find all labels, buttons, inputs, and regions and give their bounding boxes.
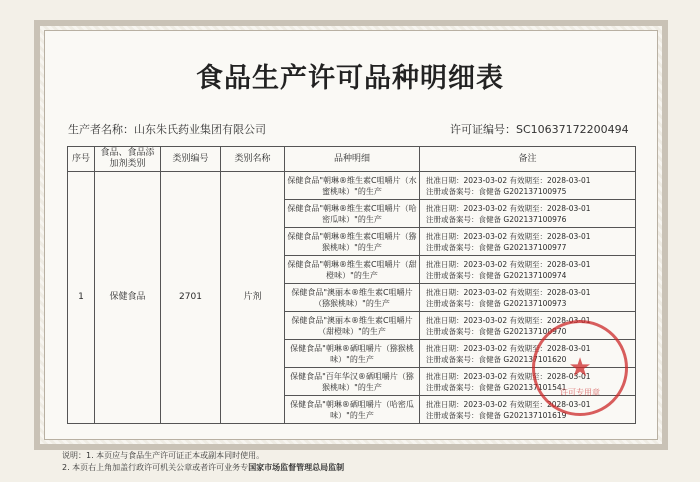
registration-number: 注册或备案号：食健备 G202137100974	[426, 270, 567, 280]
note-cell	[420, 256, 636, 284]
header-category-code: 类别编号	[161, 147, 221, 172]
category-cell: 保健食品	[95, 172, 161, 424]
license-label: 许可证编号：	[450, 123, 516, 136]
license-number: SC10637172200494	[516, 123, 629, 136]
note-cell	[420, 172, 636, 200]
header-category: 食品、食品添加剂类别	[95, 147, 161, 172]
registration-number: 注册或备案号：食健备 G202137100970	[426, 326, 567, 336]
note-cell	[420, 228, 636, 256]
header-category-name: 类别名称	[221, 147, 285, 172]
registration-number: 注册或备案号：食健备 G202137101620	[426, 354, 567, 364]
variety-cell: 保健食品"朝琳®维生素C咀嚼片（水蜜桃味）"的生产	[285, 172, 420, 200]
license-line	[450, 121, 629, 137]
note-cell	[420, 284, 636, 312]
registration-number: 注册或备案号：食健备 G202137100973	[426, 298, 567, 308]
seq-cell: 1	[68, 172, 95, 424]
variety-cell: 保健食品"朝琳®维生素C咀嚼片（甜橙味）"的生产	[285, 256, 420, 284]
approval-dates: 批准日期：2023-03-02 有效期至：2028-03-01	[426, 231, 591, 241]
variety-cell: 保健食品"澳丽本®维生素C咀嚼片（甜橙味）"的生产	[285, 312, 420, 340]
producer-name: 山东朱氏药业集团有限公司	[134, 123, 266, 136]
seal-text: 许可专用章	[560, 388, 600, 397]
registration-number: 注册或备案号：食健备 G202137100976	[426, 214, 567, 224]
table-row	[68, 172, 636, 200]
producer-line	[68, 121, 266, 137]
approval-dates: 批准日期：2023-03-02 有效期至：2028-03-01	[426, 343, 591, 353]
variety-cell: 保健食品"朝琳®维生素C咀嚼片（哈密瓜味）"的生产	[285, 200, 420, 228]
registration-number: 注册或备案号：食健备 G202137100975	[426, 186, 567, 196]
header-seq: 序号	[68, 147, 95, 172]
approval-dates: 批准日期：2023-03-02 有效期至：2028-03-01	[426, 315, 591, 325]
registration-number: 注册或备案号：食健备 G202137100977	[426, 242, 567, 252]
variety-cell: 保健食品"百年华汉®硒咀嚼片（猕猴桃味）"的生产	[285, 368, 420, 396]
header-note: 备注	[420, 147, 636, 172]
category-code-cell: 2701	[161, 172, 221, 424]
approval-dates: 批准日期：2023-03-02 有效期至：2028-03-01	[426, 203, 591, 213]
footer-note-2-text: 2. 本页右上角加盖行政许可机关公章或者许可业务专	[62, 463, 249, 472]
table-header-row	[68, 147, 636, 172]
approval-dates: 批准日期：2023-03-02 有效期至：2028-03-01	[426, 175, 591, 185]
approval-dates: 批准日期：2023-03-02 有效期至：2028-03-01	[426, 371, 591, 381]
variety-cell: 保健食品"朝琳®硒咀嚼片（哈密瓜味）"的生产	[285, 396, 420, 424]
footer-note-1: 说明：1. 本页应与食品生产许可证正本或副本同时使用。	[62, 451, 265, 460]
variety-cell: 保健食品"澳丽本®维生素C咀嚼片（猕猴桃味）"的生产	[285, 284, 420, 312]
official-seal	[532, 320, 628, 416]
variety-cell: 保健食品"朝琳®维生素C咀嚼片（猕猴桃味）"的生产	[285, 228, 420, 256]
producer-label: 生产者名称：	[68, 123, 134, 136]
footer-issuer: 国家市场监督管理总局监制	[248, 463, 345, 472]
registration-number: 注册或备案号：食健备 G202137101619	[426, 410, 567, 420]
approval-dates: 批准日期：2023-03-02 有效期至：2028-03-01	[426, 287, 591, 297]
seal-star-icon: ★	[568, 353, 592, 383]
header-variety: 品种明细	[285, 147, 420, 172]
registration-number: 注册或备案号：食健备 G202137101541	[426, 382, 567, 392]
approval-dates: 批准日期：2023-03-02 有效期至：2028-03-01	[426, 399, 591, 409]
note-cell	[420, 200, 636, 228]
category-name-cell: 片剂	[221, 172, 285, 424]
document-title: 食品生产许可品种明细表	[196, 63, 504, 94]
approval-dates: 批准日期：2023-03-02 有效期至：2028-03-01	[426, 259, 591, 269]
variety-cell: 保健食品"朝琳®硒咀嚼片（猕猴桃味）"的生产	[285, 340, 420, 368]
footer-note-2	[62, 462, 344, 473]
